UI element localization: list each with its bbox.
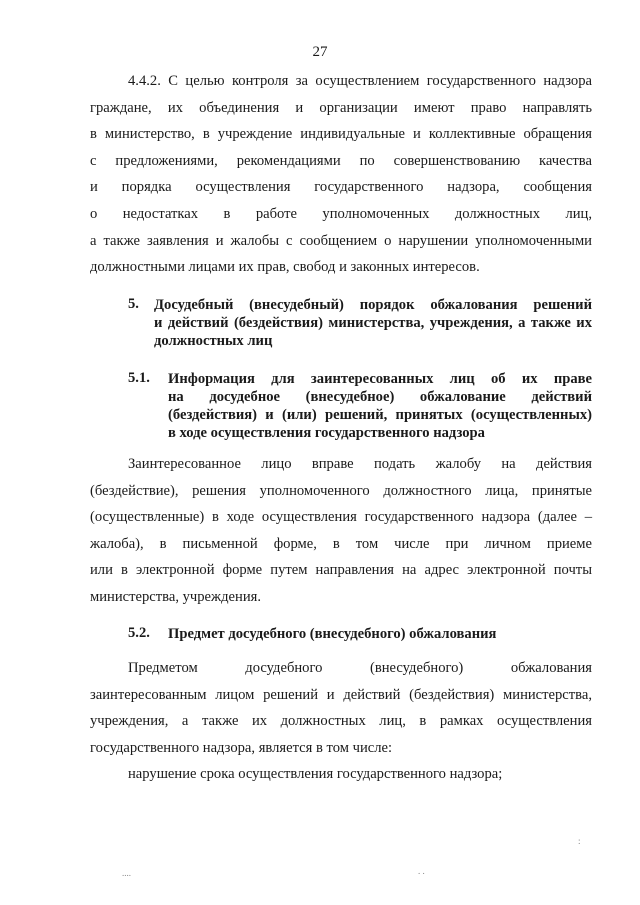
paragraph-line: Заинтересованное лицо вправе подать жалобу на действия (128, 456, 592, 472)
paragraph-line: жалоба), в письменной форме, в том числе при личном приеме (90, 535, 592, 552)
scan-artifact: : (578, 836, 581, 846)
page-number: 27 (312, 44, 328, 60)
paragraph-line: заинтересованным лицом решений и действий (бездействия) министерства, (90, 686, 592, 703)
paragraph-line: (осуществленные) в ходе осуществления государственного надзора (далее – (90, 509, 592, 526)
paragraph-4-4-2 (90, 68, 592, 281)
heading-line: Информация для заинтересованных лиц об их праве (168, 371, 592, 387)
paragraph-line: о недостатках в работе уполномоченных должностных лиц, (90, 205, 592, 222)
section-number: 5. (128, 296, 139, 312)
paragraph-line: (бездействие), решения уполномоченного должностного лица, принятые (90, 482, 592, 499)
heading-line: Предмет досудебного (внесудебного) обжалования (168, 626, 497, 642)
paragraph-line: или в электронной форме путем направления на адрес электронной почты (90, 562, 592, 579)
paragraph-line: в министерство, в учреждение индивидуальные и коллективные обращения (90, 126, 592, 143)
scan-artifact: . . (418, 866, 425, 876)
paragraph-line: учреждения, а также их должностных лиц, в рамках осуществления (90, 713, 592, 730)
section-title (168, 625, 592, 643)
paragraph-line: должностными лицами их прав, свобод и законных интересов. (90, 259, 480, 276)
paragraph-line: 4.4.2. С целью контроля за осуществлением государственного надзора (128, 73, 592, 89)
heading-line: Досудебный (внесудебный) порядок обжалования решений (154, 297, 592, 313)
scan-artifact: .... (122, 868, 131, 878)
paragraph-line: и порядка осуществления государственного надзора, сообщения (90, 179, 592, 196)
heading-line: на досудебное (внесудебное) обжалование действий (168, 389, 592, 405)
section-number: 5.1. (128, 370, 150, 386)
paragraph-line: государственного надзора, является в том числе: (90, 739, 393, 756)
heading-line: должностных лиц (154, 333, 273, 349)
heading-line: и действий (бездействия) министерства, учреждения, а также их (154, 315, 592, 331)
paragraph-line: с предложениями, рекомендациями по совершенствованию качества (90, 152, 592, 169)
section-title (168, 370, 592, 442)
paragraph-5-1 (90, 451, 592, 611)
section-number: 5.2. (128, 625, 150, 641)
paragraph-line: а также заявления и жалобы с сообщением о нарушении уполномоченными (90, 232, 592, 249)
list-item: нарушение срока осуществления государственного надзора; (128, 766, 503, 783)
paragraph-line: министерства, учреждения. (90, 588, 261, 605)
heading-line: (бездействия) и (или) решений, принятых (осуществленных) (168, 407, 592, 423)
section-title (154, 296, 592, 350)
paragraph-line: граждане, их объединения и организации имеют право направлять (90, 99, 592, 116)
paragraph-5-2 (90, 655, 592, 788)
heading-line: в ходе осуществления государственного надзора (168, 425, 485, 441)
paragraph-line: Предметом досудебного (внесудебного) обжалования (128, 660, 592, 676)
